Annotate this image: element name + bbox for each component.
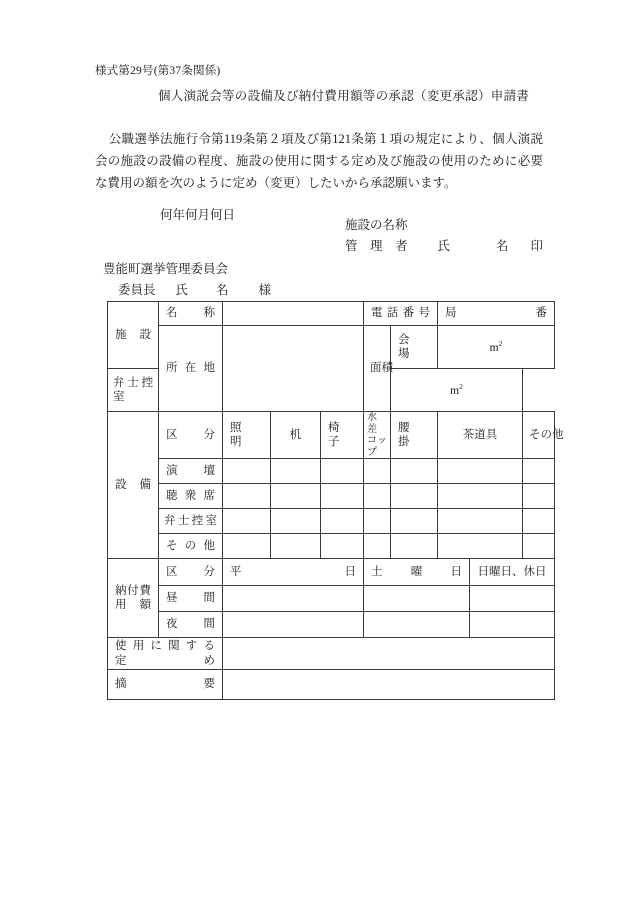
payment-cell[interactable] bbox=[223, 612, 364, 638]
manager-signature-line bbox=[345, 236, 543, 254]
equipment-cell[interactable] bbox=[438, 509, 523, 534]
payment-header-row bbox=[108, 559, 555, 586]
facility-address-row bbox=[108, 326, 555, 369]
chair-givenname-label: 名 bbox=[216, 283, 229, 297]
facility-area-label: 面積 bbox=[364, 326, 391, 412]
equipment-cell[interactable] bbox=[321, 534, 364, 559]
payment-col-sunday-holiday: 日曜日、休日 bbox=[470, 559, 555, 586]
facility-name-value[interactable] bbox=[223, 302, 364, 326]
facility-area-speakerroom-label: 弁士控室 bbox=[108, 369, 159, 412]
equipment-cell[interactable] bbox=[223, 534, 271, 559]
equipment-row-label-audience: 聴 衆 席 bbox=[159, 484, 223, 509]
payment-col-saturday: 土 曜 日 bbox=[364, 559, 470, 586]
table-row bbox=[108, 612, 555, 638]
body-paragraph-text: 公職選挙法施行令第119条第２項及び第121条第１項の規定により、個人演説会の施設の設備の程度、施設の使用に関する定め及び施設の使用のために必要な費用の額を次のように定め（変更）したいから承認願います。 bbox=[95, 132, 543, 190]
manager-givenname-label: 名 bbox=[496, 239, 509, 253]
equipment-col-bench: 腰 掛 bbox=[391, 412, 438, 459]
equipment-cell[interactable] bbox=[271, 534, 321, 559]
usage-rule-row bbox=[108, 638, 555, 670]
equipment-col-water-cup: 水 差 コップ bbox=[364, 412, 391, 459]
equipment-cell[interactable] bbox=[438, 534, 523, 559]
payment-cell[interactable] bbox=[364, 612, 470, 638]
equipment-cell[interactable] bbox=[364, 484, 391, 509]
facility-phone-label: 電 話 番 号 bbox=[364, 302, 438, 326]
equipment-cell[interactable] bbox=[321, 484, 364, 509]
equipment-row-label-speakerroom: 弁士控室 bbox=[159, 509, 223, 534]
equipment-col-desk: 机 bbox=[271, 412, 321, 459]
date-line: 何年何月何日 bbox=[160, 208, 236, 222]
table-row bbox=[108, 509, 555, 534]
facility-name-row bbox=[108, 302, 555, 326]
equipment-col-kubun: 区 分 bbox=[159, 412, 223, 459]
committee-name: 豊能町選挙管理委員会 bbox=[103, 262, 229, 276]
payment-cell[interactable] bbox=[364, 586, 470, 612]
manager-label: 管 理 者 bbox=[345, 239, 408, 253]
usage-rule-value[interactable] bbox=[223, 638, 555, 670]
equipment-cell[interactable] bbox=[391, 534, 438, 559]
payment-row-label-daytime: 昼 間 bbox=[159, 586, 223, 612]
equipment-cell[interactable] bbox=[271, 459, 321, 484]
payment-cell[interactable] bbox=[470, 612, 555, 638]
area-unit-hall: m bbox=[489, 341, 499, 354]
equipment-cell[interactable] bbox=[438, 484, 523, 509]
facility-area-hall-label: 会 場 bbox=[391, 326, 438, 369]
equipment-cell[interactable] bbox=[523, 509, 555, 534]
equipment-row-label-podium: 演 壇 bbox=[159, 459, 223, 484]
equipment-cell[interactable] bbox=[364, 459, 391, 484]
equipment-cell[interactable] bbox=[391, 459, 438, 484]
equipment-cell[interactable] bbox=[223, 509, 271, 534]
table-row bbox=[108, 484, 555, 509]
chair-surname-label: 氏 bbox=[175, 283, 189, 297]
equipment-cell[interactable] bbox=[364, 509, 391, 534]
facility-name-label: 施設の名称 bbox=[345, 218, 408, 232]
remarks-label: 摘 要 bbox=[108, 670, 223, 700]
equipment-cell[interactable] bbox=[271, 484, 321, 509]
payment-col-weekday: 平 日 bbox=[223, 559, 364, 586]
equipment-cell[interactable] bbox=[438, 459, 523, 484]
application-form-table bbox=[107, 301, 564, 700]
equipment-cell[interactable] bbox=[391, 509, 438, 534]
facility-area-speakerroom-value[interactable]: $m^2$ bbox=[391, 369, 523, 412]
payment-row-label-nighttime: 夜 間 bbox=[159, 612, 223, 638]
table-row bbox=[108, 534, 555, 559]
table-row bbox=[108, 586, 555, 612]
facility-address-value[interactable] bbox=[223, 326, 364, 412]
payment-group-label: 納付費 用 額 bbox=[108, 559, 159, 638]
equipment-cell[interactable] bbox=[523, 459, 555, 484]
table-row bbox=[108, 459, 555, 484]
equipment-cell[interactable] bbox=[271, 509, 321, 534]
body-paragraph bbox=[95, 128, 543, 194]
facility-phone-value[interactable]: 局 番 bbox=[438, 302, 555, 326]
remarks-row bbox=[108, 670, 555, 700]
equipment-col-other: その他 bbox=[523, 412, 555, 459]
equipment-row-label-other: そ の 他 bbox=[159, 534, 223, 559]
chair-label: 委員長 bbox=[118, 283, 156, 297]
equipment-cell[interactable] bbox=[523, 484, 555, 509]
usage-rule-label: 使用に関する 定 め bbox=[108, 638, 223, 670]
remarks-value[interactable] bbox=[223, 670, 555, 700]
facility-name-label-cell: 名 称 bbox=[159, 302, 223, 326]
equipment-cell[interactable] bbox=[223, 484, 271, 509]
equipment-cell[interactable] bbox=[364, 534, 391, 559]
payment-cell[interactable] bbox=[223, 586, 364, 612]
equipment-col-tea-set: 茶道具 bbox=[438, 412, 523, 459]
equipment-group-label: 設 備 bbox=[108, 412, 159, 559]
equipment-cell[interactable] bbox=[321, 459, 364, 484]
equipment-col-chair: 椅 子 bbox=[321, 412, 364, 459]
chair-address-line bbox=[118, 280, 271, 298]
equipment-header-row bbox=[108, 412, 555, 459]
equipment-cell[interactable] bbox=[321, 509, 364, 534]
equipment-cell[interactable] bbox=[223, 459, 271, 484]
equipment-cell[interactable] bbox=[391, 484, 438, 509]
equipment-cell[interactable] bbox=[523, 534, 555, 559]
facility-area-hall-value[interactable]: $m^2$ bbox=[438, 326, 555, 369]
facility-address-label-cell: 所 在 地 bbox=[159, 326, 223, 412]
form-number: 様式第29号(第37条関係) bbox=[95, 65, 221, 77]
payment-cell[interactable] bbox=[470, 586, 555, 612]
payment-col-kubun: 区 分 bbox=[159, 559, 223, 586]
manager-surname-label: 氏 bbox=[437, 239, 451, 253]
facility-group-label: 施 設 bbox=[108, 302, 159, 369]
seal-label: 印 bbox=[530, 239, 544, 253]
area-unit-speakerroom: m bbox=[450, 384, 460, 397]
page-title: 個人演説会等の設備及び納付費用額等の承認（変更承認）申請書 bbox=[158, 89, 530, 103]
honorific-label: 様 bbox=[258, 283, 272, 297]
equipment-col-lighting: 照 明 bbox=[223, 412, 271, 459]
